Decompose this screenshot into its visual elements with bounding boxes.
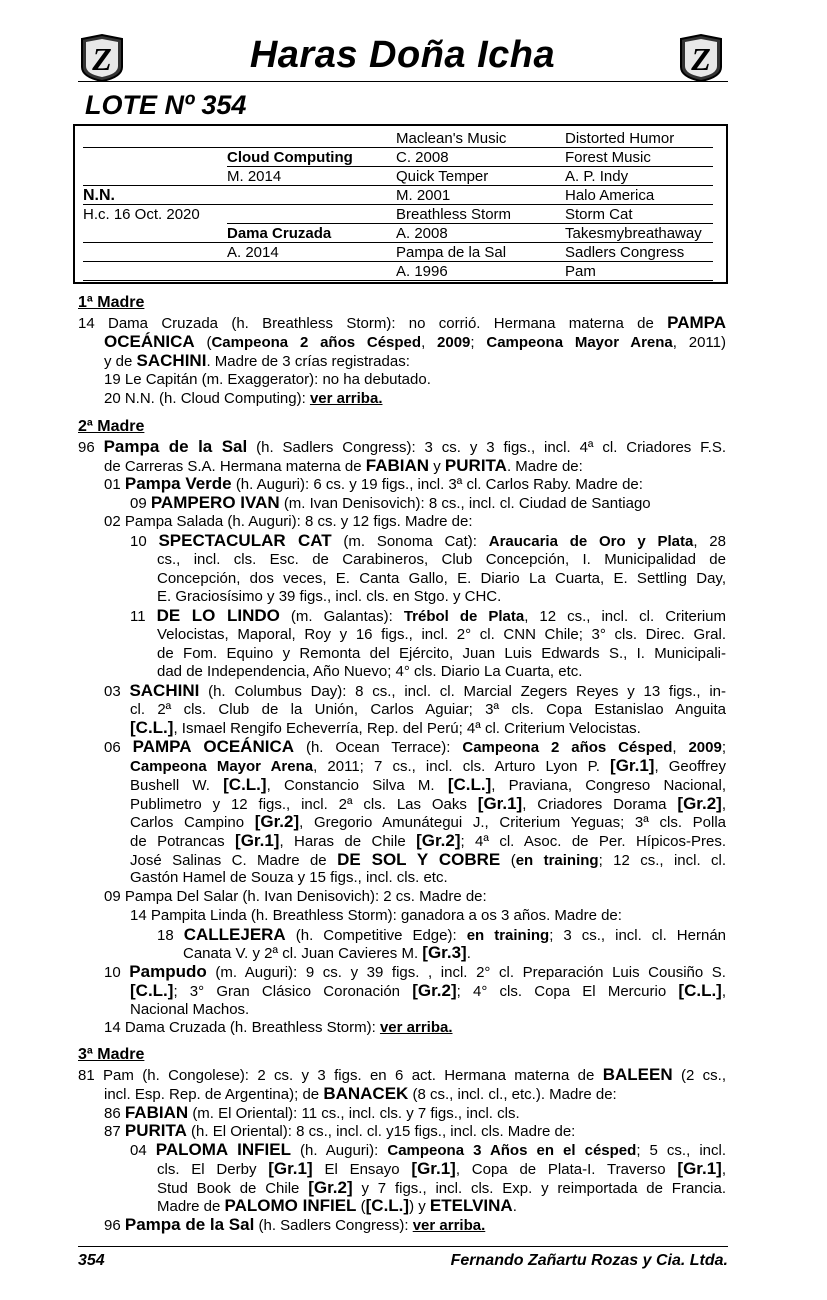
pedigree-cell: Sadlers Congress bbox=[565, 244, 685, 261]
text-line: José Salinas C. Madre de DE SOL Y COBRE (en training; 12 cs., incl. cl. bbox=[130, 850, 727, 869]
text-line: 03 SACHINI (h. Columbus Day): 8 cs., incl. cl. Marcial Zegers Reyes y 13 figs., in- bbox=[104, 681, 727, 700]
text-line: 96 Pampa de la Sal (h. Sadlers Congress): 3 cs. y 3 figs., incl. 4ª cl. Criadores F.S. bbox=[78, 437, 727, 456]
pedigree-cell: A. 2008 bbox=[396, 225, 448, 242]
pedigree-cell: A. 1996 bbox=[396, 263, 448, 280]
foal-birth: H.c. 16 Oct. 2020 bbox=[83, 206, 200, 223]
pedigree-cell: Forest Music bbox=[565, 149, 651, 166]
pedigree-rule bbox=[83, 242, 713, 243]
text-line: 20 N.N. (h. Cloud Computing): ver arriba. bbox=[104, 390, 383, 407]
text-line: Stud Book de Chile [Gr.2] y 7 figs., incl. cls. Exp. y reimportada de Francia. bbox=[157, 1178, 726, 1197]
text-line: E. Graciosísimo y 39 figs., incl. cls. en Stgo. y CHC. bbox=[157, 588, 502, 605]
logo-letter: Z bbox=[92, 41, 112, 77]
pedigree-table bbox=[73, 124, 728, 284]
pedigree-rule bbox=[83, 185, 713, 186]
pedigree-cell: Pampa de la Sal bbox=[396, 244, 507, 261]
pedigree-cell: Quick Temper bbox=[396, 168, 489, 185]
text-line: [C.L.]; 3° Gran Clásico Coronación [Gr.2]; 4° cls. Copa El Mercurio [C.L.], bbox=[130, 981, 727, 1000]
lot-number: LOTE Nº 354 bbox=[85, 90, 247, 120]
pedigree-cell: M. 2001 bbox=[396, 187, 451, 204]
haras-logo-icon bbox=[677, 33, 725, 83]
text-line: Concepción, dos veces, E. Canta Gallo, E. Diario La Cuarta, E. Settling Day, bbox=[157, 570, 726, 587]
pedigree-rule bbox=[227, 166, 713, 167]
text-line: OCEÁNICA (Campeona 2 años Césped, 2009; Campeona Mayor Arena, 2011) bbox=[104, 332, 726, 351]
text-line: 06 PAMPA OCEÁNICA (h. Ocean Terrace): Campeona 2 años Césped, 2009; bbox=[104, 737, 727, 756]
text-line: Gastón Hamel de Souza y 15 figs., incl. cls. etc. bbox=[130, 869, 448, 886]
text-line: 81 Pam (h. Congolese): 2 cs. y 3 figs. en 6 act. Hermana materna de BALEEN (2 cs., bbox=[78, 1065, 726, 1084]
text-line: de Potrancas [Gr.1], Haras de Chile [Gr.2]; 4ª cl. Asoc. de Per. Hípicos-Pres. bbox=[130, 831, 726, 850]
text-line: cl. 2ª cls. Club de la Unión, Carlos Aguiar; 3ª cls. Copa Estanislao Anguita bbox=[130, 701, 726, 718]
text-line: incl. Esp. Rep. de Argentina); de BANACEK (8 cs., incl. cl., etc.). Madre de: bbox=[104, 1084, 617, 1103]
text-line: 09 Pampa Del Salar (h. Ivan Denisovich): 2 cs. Madre de: bbox=[104, 888, 487, 905]
text-line: y de SACHINI. Madre de 3 crías registradas: bbox=[104, 351, 410, 370]
text-line: 14 Dama Cruzada (h. Breathless Storm): ver arriba. bbox=[104, 1019, 453, 1036]
text-line: Publimetro y 12 figs., incl. 2ª cls. Las Oaks [Gr.1], Criadores Dorama [Gr.2], bbox=[130, 794, 726, 813]
dam-name: Dama Cruzada bbox=[227, 225, 332, 242]
sire-name: Cloud Computing bbox=[227, 149, 353, 166]
pedigree-cell: A. P. Indy bbox=[565, 168, 629, 185]
text-line: Bushell W. [C.L.], Constancio Silva M. [C.L.], Praviana, Congreso Nacional, bbox=[130, 775, 726, 794]
text-line: Velocistas, Maporal, Roy y 16 figs., incl. 2° cl. CNN Chile; 3° cls. Direc. Gral. bbox=[157, 626, 726, 643]
text-line: de Fom. Equino y Remonta del Ejército, Juan Luis Edwards S., I. Municipali- bbox=[157, 645, 726, 662]
text-line: 10 Pampudo (m. Auguri): 9 cs. y 39 figs. , incl. 2° cl. Preparación Luis Cousiño S. bbox=[104, 962, 726, 981]
text-line: 19 Le Capitán (m. Exaggerator): no ha debutado. bbox=[104, 371, 431, 388]
text-line: 11 DE LO LINDO (m. Galantas): Trébol de Plata, 12 cs., incl. cl. Criterium bbox=[130, 606, 727, 625]
text-line: Madre de PALOMO INFIEL ([C.L.]) y ETELVINA. bbox=[157, 1196, 517, 1215]
text-line: 14 Pampita Linda (h. Breathless Storm): ganadora a os 3 años. Madre de: bbox=[130, 907, 622, 924]
section-heading: 2ª Madre bbox=[78, 418, 145, 435]
foal-name: N.N. bbox=[83, 187, 115, 204]
text-line: Carlos Campino [Gr.2], Gregorio Amunátegui J., Criterium Yeguas; 3ª cls. Polla bbox=[130, 812, 727, 831]
text-line: 87 PURITA (h. El Oriental): 8 cs., incl. cl. y15 figs., incl. cls. Madre de: bbox=[104, 1121, 576, 1140]
pedigree-cell: Takesmybreathaway bbox=[565, 225, 702, 242]
page-title: Haras Doña Icha bbox=[249, 34, 556, 76]
pedigree-rule bbox=[227, 223, 713, 224]
section-heading: 1ª Madre bbox=[78, 294, 145, 311]
text-line: 86 FABIAN (m. El Oriental): 11 cs., incl. cls. y 7 figs., incl. cls. bbox=[104, 1103, 520, 1122]
pedigree-cell: Maclean's Music bbox=[396, 130, 507, 147]
footer-rule bbox=[78, 1246, 728, 1247]
text-line: Nacional Machos. bbox=[130, 1001, 250, 1018]
text-line: 04 PALOMA INFIEL (h. Auguri): Campeona 3 Años en el césped; 5 cs., incl. bbox=[130, 1140, 726, 1159]
text-line: 09 PAMPERO IVAN (m. Ivan Denisovich): 8 cs., incl. cl. Ciudad de Santiago bbox=[130, 493, 651, 512]
text-line: 01 Pampa Verde (h. Auguri): 6 cs. y 19 figs., incl. 3ª cl. Carlos Raby. Madre de: bbox=[104, 474, 643, 493]
text-line: de Carreras S.A. Hermana materna de FABIAN y PURITA. Madre de: bbox=[104, 456, 583, 475]
publisher-name: Fernando Zañartu Rozas y Cia. Ltda. bbox=[450, 1252, 728, 1269]
pedigree-cell: Halo America bbox=[565, 187, 655, 204]
text-line: 96 Pampa de la Sal (h. Sadlers Congress): ver arriba. bbox=[104, 1215, 486, 1234]
header-rule bbox=[78, 81, 728, 82]
pedigree-cell: Distorted Humor bbox=[565, 130, 675, 147]
text-line: [C.L.], Ismael Rengifo Echeverría, Rep. del Perú; 4ª cl. Criterium Velocistas. bbox=[130, 718, 641, 737]
text-line: Campeona Mayor Arena, 2011; 7 cs., incl. cls. Arturo Lyon P. [Gr.1], Geoffrey bbox=[130, 756, 726, 775]
text-line: 14 Dama Cruzada (h. Breathless Storm): no corrió. Hermana materna de PAMPA bbox=[78, 313, 726, 332]
pedigree-cell: A. 2014 bbox=[227, 244, 279, 261]
pedigree-rule bbox=[83, 261, 713, 262]
pedigree-cell: Breathless Storm bbox=[396, 206, 512, 223]
text-line: dad de Independencia, Año Nuevo; 4° cls. Diario La Cuarta, etc. bbox=[157, 663, 583, 680]
pedigree-cell: M. 2014 bbox=[227, 168, 282, 185]
text-line: 18 CALLEJERA (h. Competitive Edge): en training; 3 cs., incl. cl. Hernán bbox=[157, 925, 727, 944]
pedigree-rule bbox=[83, 147, 713, 148]
pedigree-cell: C. 2008 bbox=[396, 149, 449, 166]
section-heading: 3ª Madre bbox=[78, 1046, 145, 1063]
haras-logo-icon bbox=[78, 33, 126, 83]
page-number: 354 bbox=[78, 1252, 105, 1269]
text-line: Canata V. y 2ª cl. Juan Cavieres M. [Gr.3]. bbox=[183, 943, 471, 962]
logo-letter: Z bbox=[691, 41, 711, 77]
pedigree-rule bbox=[83, 204, 713, 205]
pedigree-cell: Pam bbox=[565, 263, 596, 280]
pedigree-rule bbox=[83, 280, 713, 281]
text-line: 10 SPECTACULAR CAT (m. Sonoma Cat): Araucaria de Oro y Plata, 28 bbox=[130, 531, 726, 550]
text-line: 02 Pampa Salada (h. Auguri): 8 cs. y 12 figs. Madre de: bbox=[104, 513, 473, 530]
text-line: cs., incl. cls. Esc. de Carabineros, Club Concepción, I. Municipalidad de bbox=[157, 551, 726, 568]
text-line: cls. El Derby [Gr.1] El Ensayo [Gr.1], Copa de Plata-I. Traverso [Gr.1], bbox=[157, 1159, 726, 1178]
pedigree-cell: Storm Cat bbox=[565, 206, 633, 223]
